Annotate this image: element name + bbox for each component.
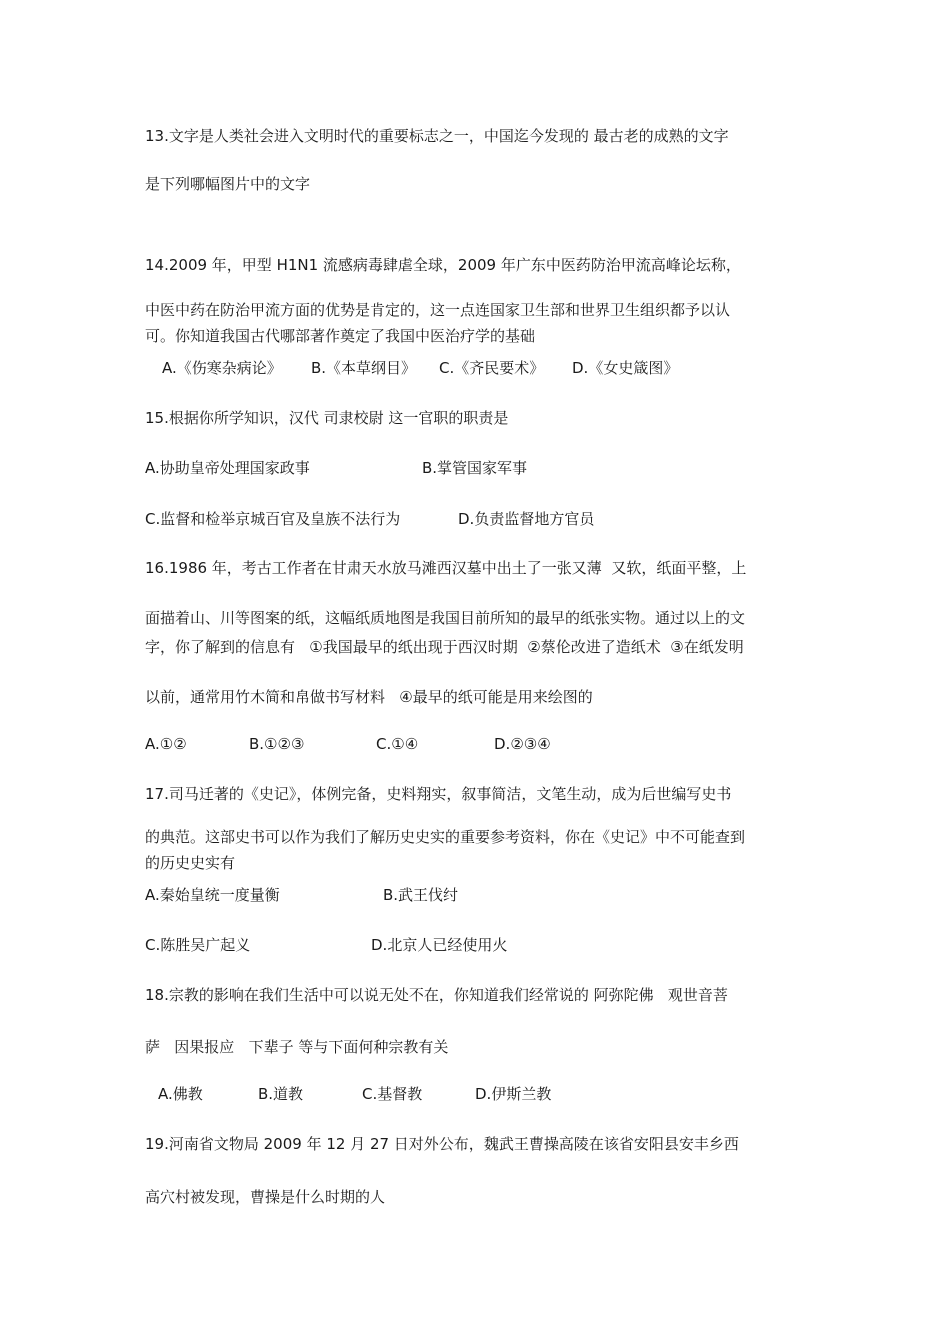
q15-option-c: C.监督和检举京城百官及皇族不法行为	[145, 510, 401, 528]
q16-text-line-2: 面描着山、川等图案的纸，这幅纸质地图是我国目前所知的最早的纸张实物。通过以上的文	[145, 609, 746, 627]
q16-option-a: A.①②	[145, 735, 187, 753]
q18-option-c: C.基督教	[362, 1085, 423, 1103]
q15-option-b: B.掌管国家军事	[422, 459, 528, 477]
q16-text-line-3: 字，你了解到的信息有 ①我国最早的纸出现于西汉时期 ②蔡伦改进了造纸术 ③在纸发明	[145, 638, 744, 656]
q14-option-a: A.《伤寒杂病论》	[162, 359, 282, 377]
q19-text-line-2: 高穴村被发现，曹操是什么时期的人	[145, 1188, 386, 1206]
q18-text-line-2: 萨 因果报应 下辈子 等与下面何种宗教有关	[145, 1038, 449, 1056]
q17-option-b: B.武王伐纣	[383, 886, 459, 904]
q18-option-d: D.伊斯兰教	[475, 1085, 552, 1103]
q13-text-line-2: 是下列哪幅图片中的文字	[145, 175, 311, 193]
q16-text-line-4: 以前，通常用竹木简和帛做书写材料 ④最早的纸可能是用来绘图的	[145, 688, 593, 706]
q14-text-line-1: 14.2009 年，甲型 H1N1 流感病毒肆虐全球，2009 年广东中医药防治甲流高峰论坛称，	[145, 256, 741, 274]
q13-text-line-1: 13.文字是人类社会进入文明时代的重要标志之一，中国迄今发现的 最古老的成熟的文字	[145, 127, 729, 145]
q16-option-c: C.①④	[376, 735, 419, 753]
q19-text-line-1: 19.河南省文物局 2009 年 12 月 27 日对外公布，魏武王曹操高陵在该省安阳县安丰乡西	[145, 1135, 739, 1153]
q18-option-b: B.道教	[258, 1085, 304, 1103]
q14-option-c: C.《齐民要术》	[439, 359, 545, 377]
q17-option-c: C.陈胜吴广起义	[145, 936, 251, 954]
q18-text-line-1: 18.宗教的影响在我们生活中可以说无处不在，你知道我们经常说的 阿弥陀佛 观世音菩	[145, 986, 728, 1004]
q16-text-line-1: 16.1986 年，考古工作者在甘肃天水放马滩西汉墓中出土了一张又薄 又软，纸面平整，上	[145, 559, 747, 577]
q17-option-a: A.秦始皇统一度量衡	[145, 886, 280, 904]
q17-text-line-1: 17.司马迁著的《史记》，体例完备，史料翔实，叙事简洁，文笔生动，成为后世编写史书	[145, 785, 732, 803]
q18-option-a: A.佛教	[158, 1085, 203, 1103]
q15-text-line-1: 15.根据你所学知识，汉代 司隶校尉 这一官职的职责是	[145, 409, 509, 427]
q17-text-line-3: 的历史史实有	[145, 854, 236, 872]
q14-text-line-3: 可。你知道我国古代哪部著作奠定了我国中医治疗学的基础	[145, 327, 536, 345]
q14-text-line-2: 中医中药在防治甲流方面的优势是肯定的，这一点连国家卫生部和世界卫生组织都予以认	[145, 301, 731, 319]
q14-option-d: D.《女史箴图》	[572, 359, 679, 377]
q15-option-d: D.负责监督地方官员	[458, 510, 595, 528]
q16-option-b: B.①②③	[249, 735, 305, 753]
q14-option-b: B.《本草纲目》	[311, 359, 417, 377]
q17-text-line-2: 的典范。这部史书可以作为我们了解历史史实的重要参考资料，你在《史记》中不可能查到	[145, 828, 746, 846]
q17-option-d: D.北京人已经使用火	[371, 936, 508, 954]
q15-option-a: A.协助皇帝处理国家政事	[145, 459, 310, 477]
q16-option-d: D.②③④	[494, 735, 551, 753]
